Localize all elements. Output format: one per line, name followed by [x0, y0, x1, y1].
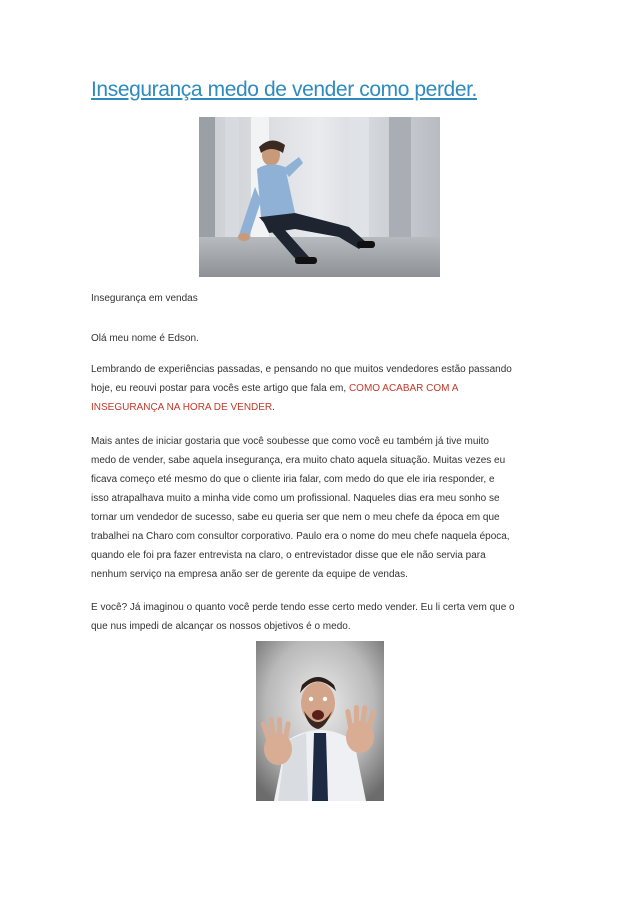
paragraph-1-text: .	[272, 402, 275, 413]
paragraph-2-line: quando ele foi pra fazer entrevista na claro, o entrevistador disse que ele não servia para	[91, 550, 486, 561]
paragraph-3-line: que nus impedi de alcançar os nossos objetivos é o medo.	[91, 621, 351, 632]
highlight-link[interactable]: INSEGURANÇA NA HORA DE VENDER	[91, 402, 273, 413]
highlight-link[interactable]: COMO ACABAR COM A	[348, 383, 459, 394]
greeting-text: Olá meu nome é Edson.	[91, 333, 199, 344]
frightened-salesman-photo	[256, 641, 384, 801]
paragraph-1-line: Lembrando de experiências passadas, e pensando no que muitos vendedores estão passando	[91, 364, 512, 375]
stressed-salesman-photo	[199, 117, 440, 277]
paragraph-2-line: ficava começo eté mesmo do que o cliente iria falar, com medo do que ele iria responder, e	[91, 474, 495, 485]
paragraph-1-line	[91, 379, 458, 398]
paragraph-3-line: E você? Já imaginou o quanto você perde tendo esse certo medo vender. Eu li certa vem que o	[91, 602, 515, 613]
section-heading: Insegurança em vendas	[91, 293, 198, 304]
paragraph-2-line: nenhum serviço na empresa anão ser de gerente da equipe de vendas.	[91, 569, 408, 580]
paragraph-1-text: hoje, eu reouvi postar para vocês este artigo que fala em,	[91, 383, 349, 394]
paragraph-1-line	[91, 398, 275, 417]
document-title: Insegurança medo de vender como perder.	[91, 78, 477, 101]
paragraph-2-line: medo de vender, sabe aquela insegurança, era muito chato aquela situação. Muitas vezes eu	[91, 455, 506, 466]
paragraph-2-line: trabalhei na Charo com consultor corporativo. Paulo era o nome do meu chefe naquela época,	[91, 531, 510, 542]
paragraph-2-line: isso atrapalhava muito a minha vide como um profissional. Naqueles dias era meu sonho se	[91, 493, 500, 504]
paragraph-2-line: tornar um vendedor de sucesso, sabe eu queria ser que nem o meu chefe da época em que	[91, 512, 500, 523]
paragraph-2-line: Mais antes de iniciar gostaria que você soubesse que como você eu também já tive muito	[91, 436, 489, 447]
